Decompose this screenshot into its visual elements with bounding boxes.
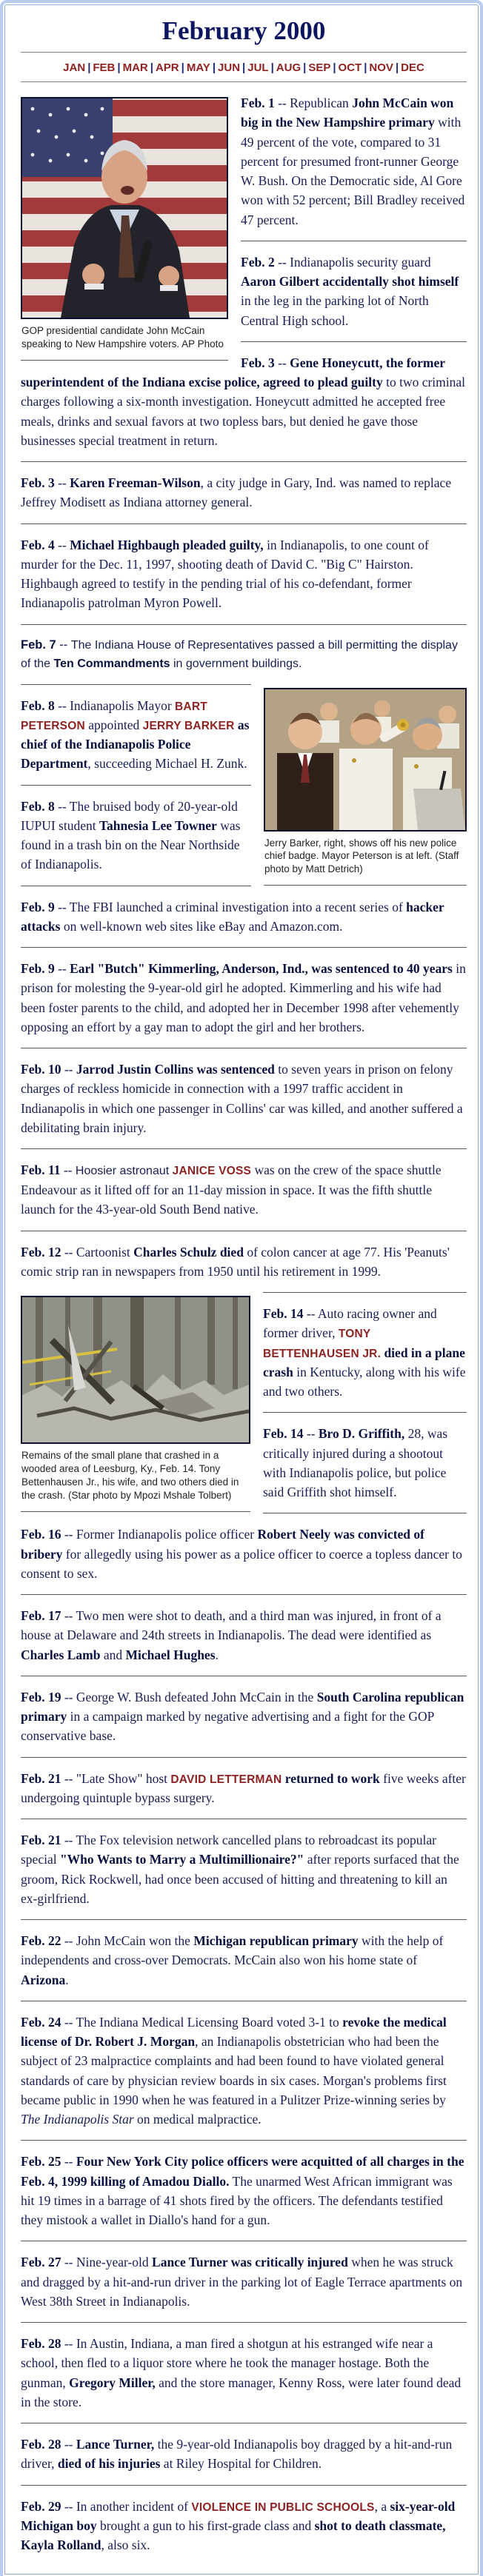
entry-date: Feb. 11 <box>21 1162 61 1177</box>
timeline-entry-8: Feb. 8 -- The bruised body of 20-year-old IUPUI student Tahnesia Lee Towner was found in a trash bin on the Near Northside of Indianapolis. <box>21 798 241 872</box>
entry-text: , a city judge in Gary, Ind. was named to replace Jeffrey Modisett as Indiana attorney general. <box>21 475 452 510</box>
entry-divider <box>21 684 251 685</box>
barker-photo-figure <box>264 688 467 891</box>
month-separator: | <box>303 61 307 74</box>
topic-link[interactable]: DAVID LETTERMAN <box>170 1773 282 1786</box>
entry-divider <box>21 785 251 786</box>
entry-text: of colon cancer at age 77. His 'Peanuts' comic strip ran in newspapers from 1950 until his retirement in 1999. <box>21 1244 450 1279</box>
entry-text: in Kentucky, along with his wife and two others. <box>263 1364 466 1399</box>
entry-text: Charles Lamb <box>21 1647 101 1662</box>
entry-date: Feb. 9 <box>21 899 55 914</box>
month-link-aug[interactable]: AUG <box>276 61 302 74</box>
timeline-entry-3: Feb. 3 -- Gene Honeycutt, the former superintendent of the Indiana excise police, agreed to plead guilty to two criminal charges following a six-month investigation. Honeycutt admitted he accepted free meals, drinks and sexual favors at two topless bars, but denied he gave those businesses special treatment in return. <box>21 355 466 448</box>
entry-text: Indianapolis security guard <box>290 254 431 270</box>
entry-date: Feb. 19 <box>21 1689 61 1704</box>
entry-text: John McCain won the <box>76 1933 194 1948</box>
month-link-oct[interactable]: OCT <box>338 61 362 74</box>
entry-text: South Carolina republican primary <box>21 1689 464 1724</box>
month-separator: | <box>364 61 367 74</box>
entry-divider <box>21 2322 467 2323</box>
entry-date: Feb. 17 <box>21 1608 61 1623</box>
entry-text: returned to work <box>284 1770 380 1786</box>
entry-text: died of his injuries <box>57 2456 161 2472</box>
entry-text: with 49 percent of the vote, compared to 31 percent for presumed front-runner George W. Bush. On the Democratic side, Al Gore won with 52 percent; Bill Bradley received 47 percent. <box>241 115 465 227</box>
caption-divider <box>21 1511 250 1512</box>
timeline-entry-12: Feb. 11 -- Hoosier astronaut JANICE VOSS was on the crew of the space shuttle Endeavour as it lifted off for an 11-day mission in space. It was the fifth shuttle launch for the 43-year-old South Bend native. <box>21 1162 442 1217</box>
entry-text: was found in a trash bin on the Near Northside of Indianapolis. <box>21 817 241 872</box>
entry-text: Gene Honeycutt, the former superintendent of the Indiana excise police, agreed to plead guilty <box>21 355 445 389</box>
month-separator: | <box>117 61 121 74</box>
entry-text: hacker attacks <box>21 899 444 934</box>
barker-photo-caption: Jerry Barker, right, shows off his new police chief badge. Mayor Peterson is at left. (Staff photo by Matt Detrich) <box>264 837 459 875</box>
entry-text: Lance Turner, <box>76 2437 155 2452</box>
month-separator: | <box>333 61 336 74</box>
entry-text: , succeeding Michael H. Zunk. <box>87 756 247 772</box>
entry-text: Charles Schulz died <box>133 1244 244 1259</box>
crash-photo-figure <box>21 1296 250 1516</box>
entry-date: Feb. 12 <box>21 1244 61 1259</box>
almanac-page <box>3 3 480 2576</box>
timeline-entry-6: Feb. 7 -- The Indiana House of Representatives passed a bill permitting the display of the Ten Commandments in government buildings. <box>21 638 458 670</box>
entry-text: "Who Wants to Marry a Multimillionaire?" <box>59 1852 304 1867</box>
entry-text: Jarrod Justin Collins was sentenced <box>76 1062 275 1077</box>
entry-divider <box>21 1757 467 1758</box>
nav-rule <box>21 81 467 82</box>
month-separator: | <box>87 61 91 74</box>
entry-divider <box>21 2140 467 2141</box>
header-rule <box>21 52 467 53</box>
entry-text: died in a plane crash <box>263 1345 465 1379</box>
entry-text: Earl "Butch" Kimmerling, Anderson, Ind., was sentenced to 40 years <box>70 961 453 976</box>
entry-date: Feb. 3 <box>21 475 55 490</box>
crash-photo-caption: Remains of the small plane that crashed in a wooded area of Leesburg, Ky., Feb. 14. Tony Bettenhausen Jr., his wife, and two others died in the crash. (Star photo by Mpozi Mshale Tolbert) <box>21 1450 239 1501</box>
entry-text: six-year-old Michigan boy <box>21 2498 456 2533</box>
entry-divider <box>21 947 467 948</box>
topic-link[interactable]: BART PETERSON <box>21 700 207 732</box>
timeline-entry-15: Feb. 14 -- Bro D. Griffith, 28, was critically injured during a shootout with Indianapolis police, but police said Griffith shot himself. <box>263 1426 448 1499</box>
topic-link[interactable]: VIOLENCE IN PUBLIC SCHOOLS <box>191 2500 375 2514</box>
entry-date: Feb. 22 <box>21 1933 61 1948</box>
timeline-entry-9: Feb. 9 -- The FBI launched a criminal investigation into a recent series of hacker attacks on well-known web sites like eBay and Amazon.com. <box>21 899 444 934</box>
month-link-jun[interactable]: JUN <box>218 61 241 74</box>
entry-text: Michael Highbaugh pleaded guilty, <box>70 537 264 552</box>
timeline-entry-18: Feb. 19 -- George W. Bush defeated John McCain in the South Carolina republican primary in a campaign marked by negative advertising and a fight for the GOP conservative base. <box>21 1689 464 1744</box>
entry-date: Feb. 27 <box>21 2255 61 2270</box>
topic-link[interactable]: TONY BETTENHAUSEN JR. <box>263 1328 382 1360</box>
entry-text: brought a gun to his first-grade class and <box>96 2518 315 2533</box>
timeline-entry-5: Feb. 4 -- Michael Highbaugh pleaded guilty, in Indianapolis, to one count of murder for the Dec. 11, 1997, shooting death of David C. "Big C" Hairston. Highbaugh agreed to testify in the pending trial of his co-defendant, former Indianapolis patrolman Myron Powell. <box>21 537 429 611</box>
entry-date: Feb. 14 <box>263 1426 304 1442</box>
entry-text: Republican <box>290 96 353 110</box>
entry-text: the 9-year-old Indianapolis boy dragged by a hit-and-run driver, <box>21 2437 453 2472</box>
entry-text: was on the crew of the space shuttle Endeavour as it lifted off for an 11-day mission in space. It was the fifth shuttle launch for the 43-year-old South Bend native. <box>21 1162 442 1217</box>
topic-link[interactable]: JANICE VOSS <box>172 1165 252 1177</box>
entry-text: "Late Show" host <box>76 1770 171 1786</box>
timeline-entry-21: Feb. 22 -- John McCain won the Michigan republican primary with the help of independents and cross-over Democrats. McCain also won his home state of Arizona. <box>21 1933 444 1987</box>
entry-text: . <box>215 1647 219 1662</box>
entry-text: Hoosier astronaut <box>75 1165 173 1177</box>
entry-date: Feb. 21 <box>21 1833 61 1847</box>
month-nav <box>21 58 467 76</box>
entry-text: Nine-year-old <box>76 2255 153 2270</box>
timeline-entry-10: Feb. 9 -- Earl "Butch" Kimmerling, Anderson, Ind., was sentenced to 40 years in prison for molesting the 9-year-old girl he adopted. Kimmerling and his wife had been foster parents to the child, and adopted her in December 1998 after vehemently opposing an effort by a gay man to adopt the girl and her brothers. <box>21 961 466 1034</box>
month-separator: | <box>212 61 216 74</box>
entry-divider <box>21 2485 467 2486</box>
entry-text: The unarmed West African immigrant was hit 19 times in a barrage of 41 shots fired by the officers. The defendants testified they mistook a wallet in Diallo's hand for a gun. <box>21 2173 453 2227</box>
timeline-entry-19: Feb. 21 -- "Late Show" host DAVID LETTERMAN returned to work five weeks after undergoing quintuple bypass surgery. <box>21 1770 466 1805</box>
entry-text: , an Indianapolis obstetrician who had been the subject of 23 malpractice complaints and had been found to have violated general standards of care by physician review boards in six cases. Morgan's problems first became public in 1990 when he was featured in a Pulitzer Prize-winning series by <box>21 2034 447 2107</box>
entry-text: Lance Turner was critically injured <box>152 2255 348 2270</box>
entry-text: on well-known web sites like eBay and Amazon.com. <box>60 918 343 934</box>
entry-text: The bruised body of 20-year-old IUPUI student <box>21 798 238 833</box>
entry-text: in government buildings. <box>170 657 302 670</box>
entry-text: to seven years in prison on felony charges of reckless homicide in connection with a 1997 traffic accident in Indianapolis in which one passenger in Collins' car was killed, and another suffered a debilitating brain injury. <box>21 1062 463 1135</box>
timeline-entry-4: Feb. 3 -- Karen Freeman-Wilson, a city judge in Gary, Ind. was named to replace Jeffrey Modisett as Indiana attorney general. <box>21 475 452 510</box>
entry-divider <box>263 1412 467 1413</box>
entry-date: Feb. 4 <box>21 537 55 552</box>
entry-text: Two men were shot to death, and a third man was injured, in front of a house at Delaware and 24th streets in Indianapolis. The dead were identified as <box>21 1608 442 1643</box>
entry-text: and <box>100 1647 126 1662</box>
entry-date: Feb. 2 <box>241 254 275 270</box>
entry-text: The Indiana House of Representatives passed a bill permitting the display of the <box>21 638 458 670</box>
entry-text: The Fox television network cancelled plans to rebroadcast its popular special <box>21 1833 437 1867</box>
timeline-entry-17: Feb. 17 -- Two men were shot to death, and a third man was injured, in front of a house at Delaware and 24th streets in Indianapolis. The dead were identified as Charles Lamb and Michael Hughes. <box>21 1608 442 1662</box>
entry-divider <box>21 1594 467 1595</box>
month-link-dec[interactable]: DEC <box>401 61 424 74</box>
entry-text: and the store manager, Kenny Ross, were later found dead in the store. <box>21 2375 462 2409</box>
entry-text: Aaron Gilbert accidentally shot himself <box>241 274 459 289</box>
entry-text: Former Indianapolis police officer <box>76 1527 258 1542</box>
month-separator: | <box>181 61 184 74</box>
month-separator: | <box>270 61 274 74</box>
page-title: February 2000 <box>161 16 326 45</box>
timeline-entry-16: Feb. 16 -- Former Indianapolis police officer Robert Neely was convicted of bribery for allegedly using his power as a police officer to coerce a topless dancer to consent to sex. <box>21 1527 462 1581</box>
mccain-photo-figure <box>21 97 228 365</box>
entry-text: Michigan republican primary <box>193 1933 359 1948</box>
entry-text: Gregory Miller, <box>69 2375 156 2390</box>
entry-date: Feb. 16 <box>21 1527 61 1542</box>
mccain-photo-caption: GOP presidential candidate John McCain speaking to New Hampshire voters. AP Photo <box>21 325 224 349</box>
entry-text: , also six. <box>101 2537 150 2552</box>
entry-date: Feb. 14 <box>263 1306 304 1321</box>
entry-text: in Indianapolis, to one count of murder for the Dec. 11, 1997, shooting death of David C. "Big C" Hairston. Highbaugh agreed to testify in the pending trial of his co-defendant, former Indianapolis patrolman Myron Powell. <box>21 537 429 611</box>
entry-text: Cartoonist <box>76 1244 134 1259</box>
mccain-photo <box>21 97 228 319</box>
month-link-sep[interactable]: SEP <box>308 61 331 74</box>
month-separator: | <box>150 61 153 74</box>
month-link-jul[interactable]: JUL <box>247 61 269 74</box>
month-link-jan[interactable]: JAN <box>63 61 86 74</box>
month-separator: | <box>395 61 399 74</box>
entry-text: in the leg in the parking lot of North Central High school. <box>241 293 429 328</box>
entry-text: Tahnesia Lee Towner <box>99 817 217 833</box>
timeline-entry-11: Feb. 10 -- Jarrod Justin Collins was sentenced to seven years in prison on felony charges of reckless homicide in connection with a 1997 traffic accident in Indianapolis in which one passenger in Collins' car was killed, and another suffered a debilitating brain injury. <box>21 1062 463 1135</box>
entry-text: Four New York City police officers were acquitted of all charges in the Feb. 4, 1999 killing of Amadou Diallo. <box>21 2154 464 2189</box>
entry-divider <box>241 341 467 342</box>
entry-date: Feb. 1 <box>241 96 275 110</box>
entry-text: after reports surfaced that the groom, Rick Rockwell, had once been accused of hitting and threatening to kill an ex-girlfriend. <box>21 1852 459 1906</box>
timeline-entry-1: Feb. 1 -- Republican John McCain won big in the New Hampshire primary with 49 percent of the vote, compared to 31 percent for presumed front-runner George W. Bush. On the Democratic side, Al Gore won with 52 percent; Bill Bradley received 47 percent. <box>241 96 465 227</box>
entry-text: when he was struck and dragged by a hit-and-run driver in the parking lot of Eagle Terrace apartments on West 38th Street in Indianapolis. <box>21 2255 463 2309</box>
entry-text: The Indianapolis Star <box>21 2112 134 2127</box>
entry-date: Feb. 28 <box>21 2437 61 2452</box>
entry-date: Feb. 8 <box>21 798 55 814</box>
entry-date: Feb. 29 <box>21 2498 61 2514</box>
timeline-entry-2: Feb. 2 -- Indianapolis security guard Aaron Gilbert accidentally shot himself in the leg in the parking lot of North Central High school. <box>241 254 459 328</box>
entry-text: revoke the medical license of Dr. Robert J. Morgan <box>21 2014 447 2049</box>
entry-date: Feb. 24 <box>21 2014 61 2030</box>
entry-date: Feb. 25 <box>21 2154 61 2169</box>
timeline-entry-22: Feb. 24 -- The Indiana Medical Licensing Board voted 3-1 to revoke the medical license of Dr. Robert J. Morgan, an Indianapolis obstetrician who had been the subject of 23 malpractice complaints and had been found to have violated general standards of care by physician review boards in six cases. Morgan's problems first became public in 1990 when he was featured in a Pulitzer Prize-winning series by The Indianapolis Star on medical malpractice. <box>21 2014 447 2127</box>
month-link-mar[interactable]: MAR <box>122 61 148 74</box>
entry-date: Feb. 10 <box>21 1062 61 1077</box>
topic-link[interactable]: JERRY BARKER <box>142 719 235 732</box>
entry-text: in a campaign marked by negative advertising and a fight for the GOP conservative base. <box>21 1709 434 1744</box>
month-link-feb[interactable]: FEB <box>93 61 116 74</box>
entry-text: Karen Freeman-Wilson <box>70 475 201 490</box>
timeline-entry-25: Feb. 28 -- In Austin, Indiana, a man fired a shotgun at his estranged wife near a school, then fled to a liquor store where he took the manager hostage. Both the gunman, Gregory Miller, and the store manager, Kenny Ross, were later found dead in the store. <box>21 2336 462 2409</box>
entry-date: Feb. 21 <box>21 1770 61 1786</box>
entry-text: The Indiana Medical Licensing Board voted 3-1 to <box>76 2014 343 2030</box>
timeline-entry-20: Feb. 21 -- The Fox television network cancelled plans to rebroadcast its popular special "Who Wants to Marry a Multimillionaire?" after reports surfaced that the groom, Rick Rockwell, had once been accused of hitting and threatening to kill an ex-girlfriend. <box>21 1833 459 1906</box>
entry-divider <box>263 1292 467 1293</box>
caption-divider <box>21 360 228 361</box>
entry-text: as chief of the Indianapolis Police Department <box>21 717 250 772</box>
entry-text: Auto racing owner and former driver, <box>263 1306 437 1341</box>
entry-text: to two criminal charges following a six-month investigation. Honeycutt admitted he accepted free meals, drinks and sexual favors at two topless bars, but denied he gave those businesses special treatment in return. <box>21 375 466 448</box>
entry-text: In another incident of <box>76 2498 192 2514</box>
month-separator: | <box>242 61 246 74</box>
entry-text: 28, was critically injured during a shootout with Indianapolis police, but police said Griffith shot himself. <box>263 1426 448 1499</box>
entry-text: five weeks after undergoing quintuple bypass surgery. <box>21 1770 466 1805</box>
timeline-entry-26: Feb. 28 -- Lance Turner, the 9-year-old Indianapolis boy dragged by a hit-and-run driver, died of his injuries at Riley Hospital for Children. <box>21 2437 453 2472</box>
month-link-nov[interactable]: NOV <box>369 61 393 74</box>
entry-text: . <box>65 1972 69 1987</box>
entry-divider <box>21 624 467 625</box>
timeline <box>21 93 467 2555</box>
crash-photo <box>21 1296 250 1444</box>
timeline-entry-13: Feb. 12 -- Cartoonist Charles Schulz died of colon cancer at age 77. His 'Peanuts' comic strip ran in newspapers from 1950 until his retirement in 1999. <box>21 1244 450 1279</box>
entry-text: In Austin, Indiana, a man fired a shotgun at his estranged wife near a school, then fled to a liquor store where he took the manager hostage. Both the gunman, <box>21 2336 433 2390</box>
entry-text: with the help of independents and cross-over Democrats. McCain also won his home state of <box>21 1933 444 1968</box>
entry-date: Feb. 7 <box>21 638 56 652</box>
timeline-entry-23: Feb. 25 -- Four New York City police officers were acquitted of all charges in the Feb. 4, 1999 killing of Amadou Diallo. The unarmed West African immigrant was hit 19 times in a barrage of 41 shots fired by the officers. The defendants testified they mistook a wallet in Diallo's hand for a gun. <box>21 2154 464 2227</box>
entry-text: Indianapolis Mayor <box>70 697 176 713</box>
entry-text: on medical malpractice. <box>133 2112 262 2127</box>
entry-divider <box>21 1919 467 1920</box>
entry-text: Michael Hughes <box>125 1647 216 1662</box>
entry-text: John McCain won big in the New Hampshire primary <box>241 96 454 130</box>
entry-date: Feb. 8 <box>21 697 55 713</box>
entry-text: for allegedly using his power as a police officer to coerce a topless dancer to consent to sex. <box>21 1546 462 1581</box>
entry-text: , a <box>374 2498 390 2514</box>
month-link-may[interactable]: MAY <box>186 61 210 74</box>
timeline-entry-27: Feb. 29 -- In another incident of VIOLENCE IN PUBLIC SCHOOLS, a six-year-old Michigan boy brought a gun to his first-grade class and shot to death classmate, Kayla Rolland, also six. <box>21 2498 456 2552</box>
entry-divider <box>21 1148 467 1149</box>
entry-text: Ten Commandments <box>53 657 170 670</box>
month-link-apr[interactable]: APR <box>155 61 179 74</box>
entry-text: at Riley Hospital for Children. <box>160 2456 322 2472</box>
entry-text: shot to death classmate, Kayla Rolland <box>21 2518 446 2552</box>
entry-date: Feb. 3 <box>241 355 275 370</box>
timeline-entry-7: Feb. 8 -- Indianapolis Mayor BART PETERSON appointed JERRY BARKER as chief of the Indianapolis Police Department, succeeding Michael H. Zunk. <box>21 697 250 772</box>
entry-text: George W. Bush defeated John McCain in the <box>76 1689 317 1704</box>
barker-photo <box>264 688 467 832</box>
entry-text: The FBI launched a criminal investigation into a recent series of <box>69 899 407 914</box>
entry-text: Robert Neely was convicted of bribery <box>21 1527 424 1562</box>
entry-divider <box>21 523 467 524</box>
entry-text: appointed <box>84 717 143 732</box>
entry-divider <box>21 461 467 462</box>
timeline-entry-14: Feb. 14 -- Auto racing owner and former driver, TONY BETTENHAUSEN JR. died in a plane crash in Kentucky, along with his wife and two others. <box>263 1306 466 1399</box>
entry-date: Feb. 9 <box>21 961 55 976</box>
timeline-entry-24: Feb. 27 -- Nine-year-old Lance Turner was critically injured when he was struck and dragged by a hit-and-run driver in the parking lot of Eagle Terrace apartments on West 38th Street in Indianapolis. <box>21 2255 463 2309</box>
entry-text: in prison for molesting the 9-year-old girl he adopted. Kimmerling and his wife had been foster parents to the child, and adopted her in December 1998 after vehemently opposing an effort by a gay man to adopt the girl and her brothers. <box>21 961 466 1034</box>
entry-text: Arizona <box>21 1972 66 1987</box>
entry-date: Feb. 28 <box>21 2336 61 2351</box>
caption-divider <box>264 885 467 886</box>
entry-text: Bro D. Griffith, <box>318 1426 405 1442</box>
